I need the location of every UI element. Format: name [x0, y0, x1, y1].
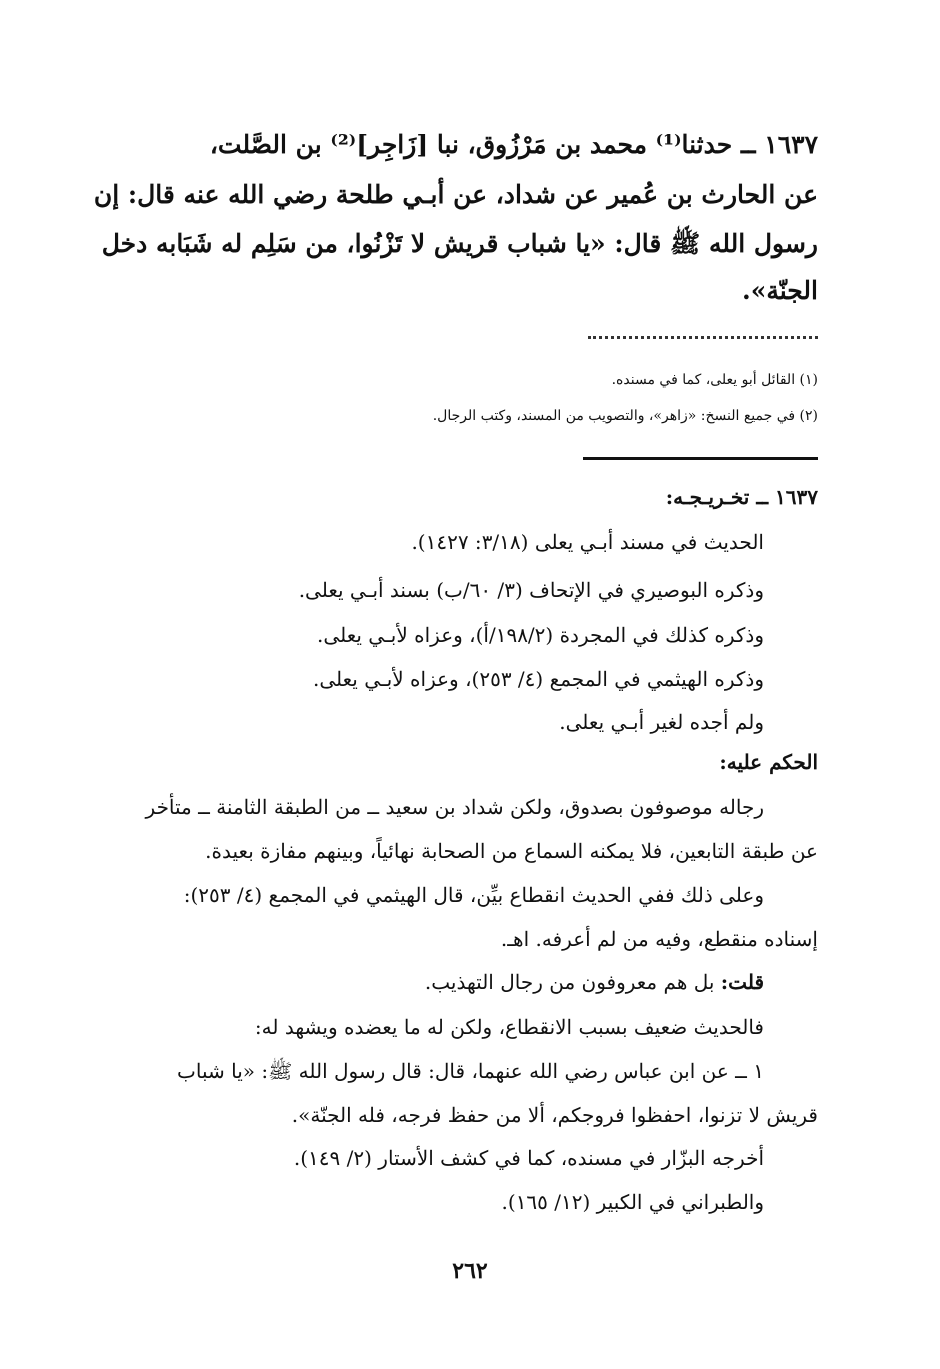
hukm-para-4: فالحديث ضعيف بسبب الانقطاع، ولكن له ما يعضده ويشهد له: — [254, 1015, 764, 1039]
hukm-para-2-line-1: وعلى ذلك ففي الحديث انقطاع بيِّن، قال الهيثمي في المجمع (٤/ ٢٥٣): — [183, 883, 764, 907]
takhrij-line-1: الحديث في مسند أبـي يعلى (٣/١٨: ١٤٢٧). — [411, 530, 764, 554]
hukm-para-5-line-1: ١ ــ عن ابن عباس رضي الله عنهما، قال: قال رسول الله ﷺ: «يا شباب — [177, 1059, 764, 1083]
hukm-para-7: والطبراني في الكبير (١٢/ ١٦٥). — [501, 1190, 764, 1214]
page-number: ٢٦٢ — [452, 1258, 488, 1284]
hadith-line-2: عن الحارث بن عُمير عن شداد، عن أبـي طلحة رضي الله عنه قال: إن — [93, 180, 818, 209]
hadith-line-4: الجنّة». — [742, 276, 818, 305]
takhrij-line-3: وذكره كذلك في المجردة (١٩٨/٢/أ)، وعزاه لأبـي يعلى. — [317, 623, 764, 647]
hukm-para-6: أخرجه البزّار في مسنده، كما في كشف الأستار (٢/ ١٤٩). — [293, 1146, 764, 1170]
qultu-text: بل هم معروفون من رجال التهذيب. — [424, 970, 715, 994]
hukm-para-1-line-2: عن طبقة التابعين، فلا يمكنه السماع من الصحابة نهائياً، وبينهم مفازة بعيدة. — [205, 839, 818, 863]
takhrij-line-2: وذكره البوصيري في الإتحاف (٣/ ٦٠/ب) بسند أبـي يعلى. — [298, 578, 764, 602]
hukm-para-2-line-2: إسناده منقطع، وفيه من لم أعرفه. اهـ. — [500, 927, 818, 951]
footnote-separator — [588, 336, 818, 343]
takhrij-line-5: ولم أجده لغير أبـي يعلى. — [559, 710, 764, 734]
hukm-para-1-line-1: رجاله موصوفون بصدوق، ولكن شداد بن سعيد ــ من الطبقة الثامنة ــ متأخر — [145, 795, 764, 819]
footnote-1: (١) القائل أبو يعلى، كما في مسنده. — [611, 372, 818, 388]
footnote-2: (٢) في جميع النسخ: «زاهر»، والتصويب من المسند، وكتب الرجال. — [432, 408, 818, 424]
takhrij-line-4: وذكره الهيثمي في المجمع (٤/ ٢٥٣)، وعزاه لأبـي يعلى. — [312, 667, 764, 691]
hadith-line-1: ١٦٣٧ ــ حدثنا⁽¹⁾ محمد بن مَرْزُوق، نبا [زَاجِر]⁽²⁾ بن الصَّلت، — [209, 130, 818, 159]
hukm-para-3 — [425, 970, 764, 994]
takhrij-heading: ١٦٣٧ ــ تخـريـجـه: — [665, 485, 818, 509]
section-divider — [583, 457, 818, 460]
hadith-line-3: رسول الله ﷺ قال: «يا شباب قريش لا تَزْنُوا، من سَلِم له شَبَابه دخل — [101, 229, 818, 258]
hukm-para-5-line-2: قريش لا تزنوا، احفظوا فروجكم، ألا من حفظ فرجه، فله الجنّة». — [291, 1103, 818, 1127]
hukm-heading: الحكم عليه: — [719, 750, 818, 774]
qultu-label: قلت: — [720, 970, 764, 994]
